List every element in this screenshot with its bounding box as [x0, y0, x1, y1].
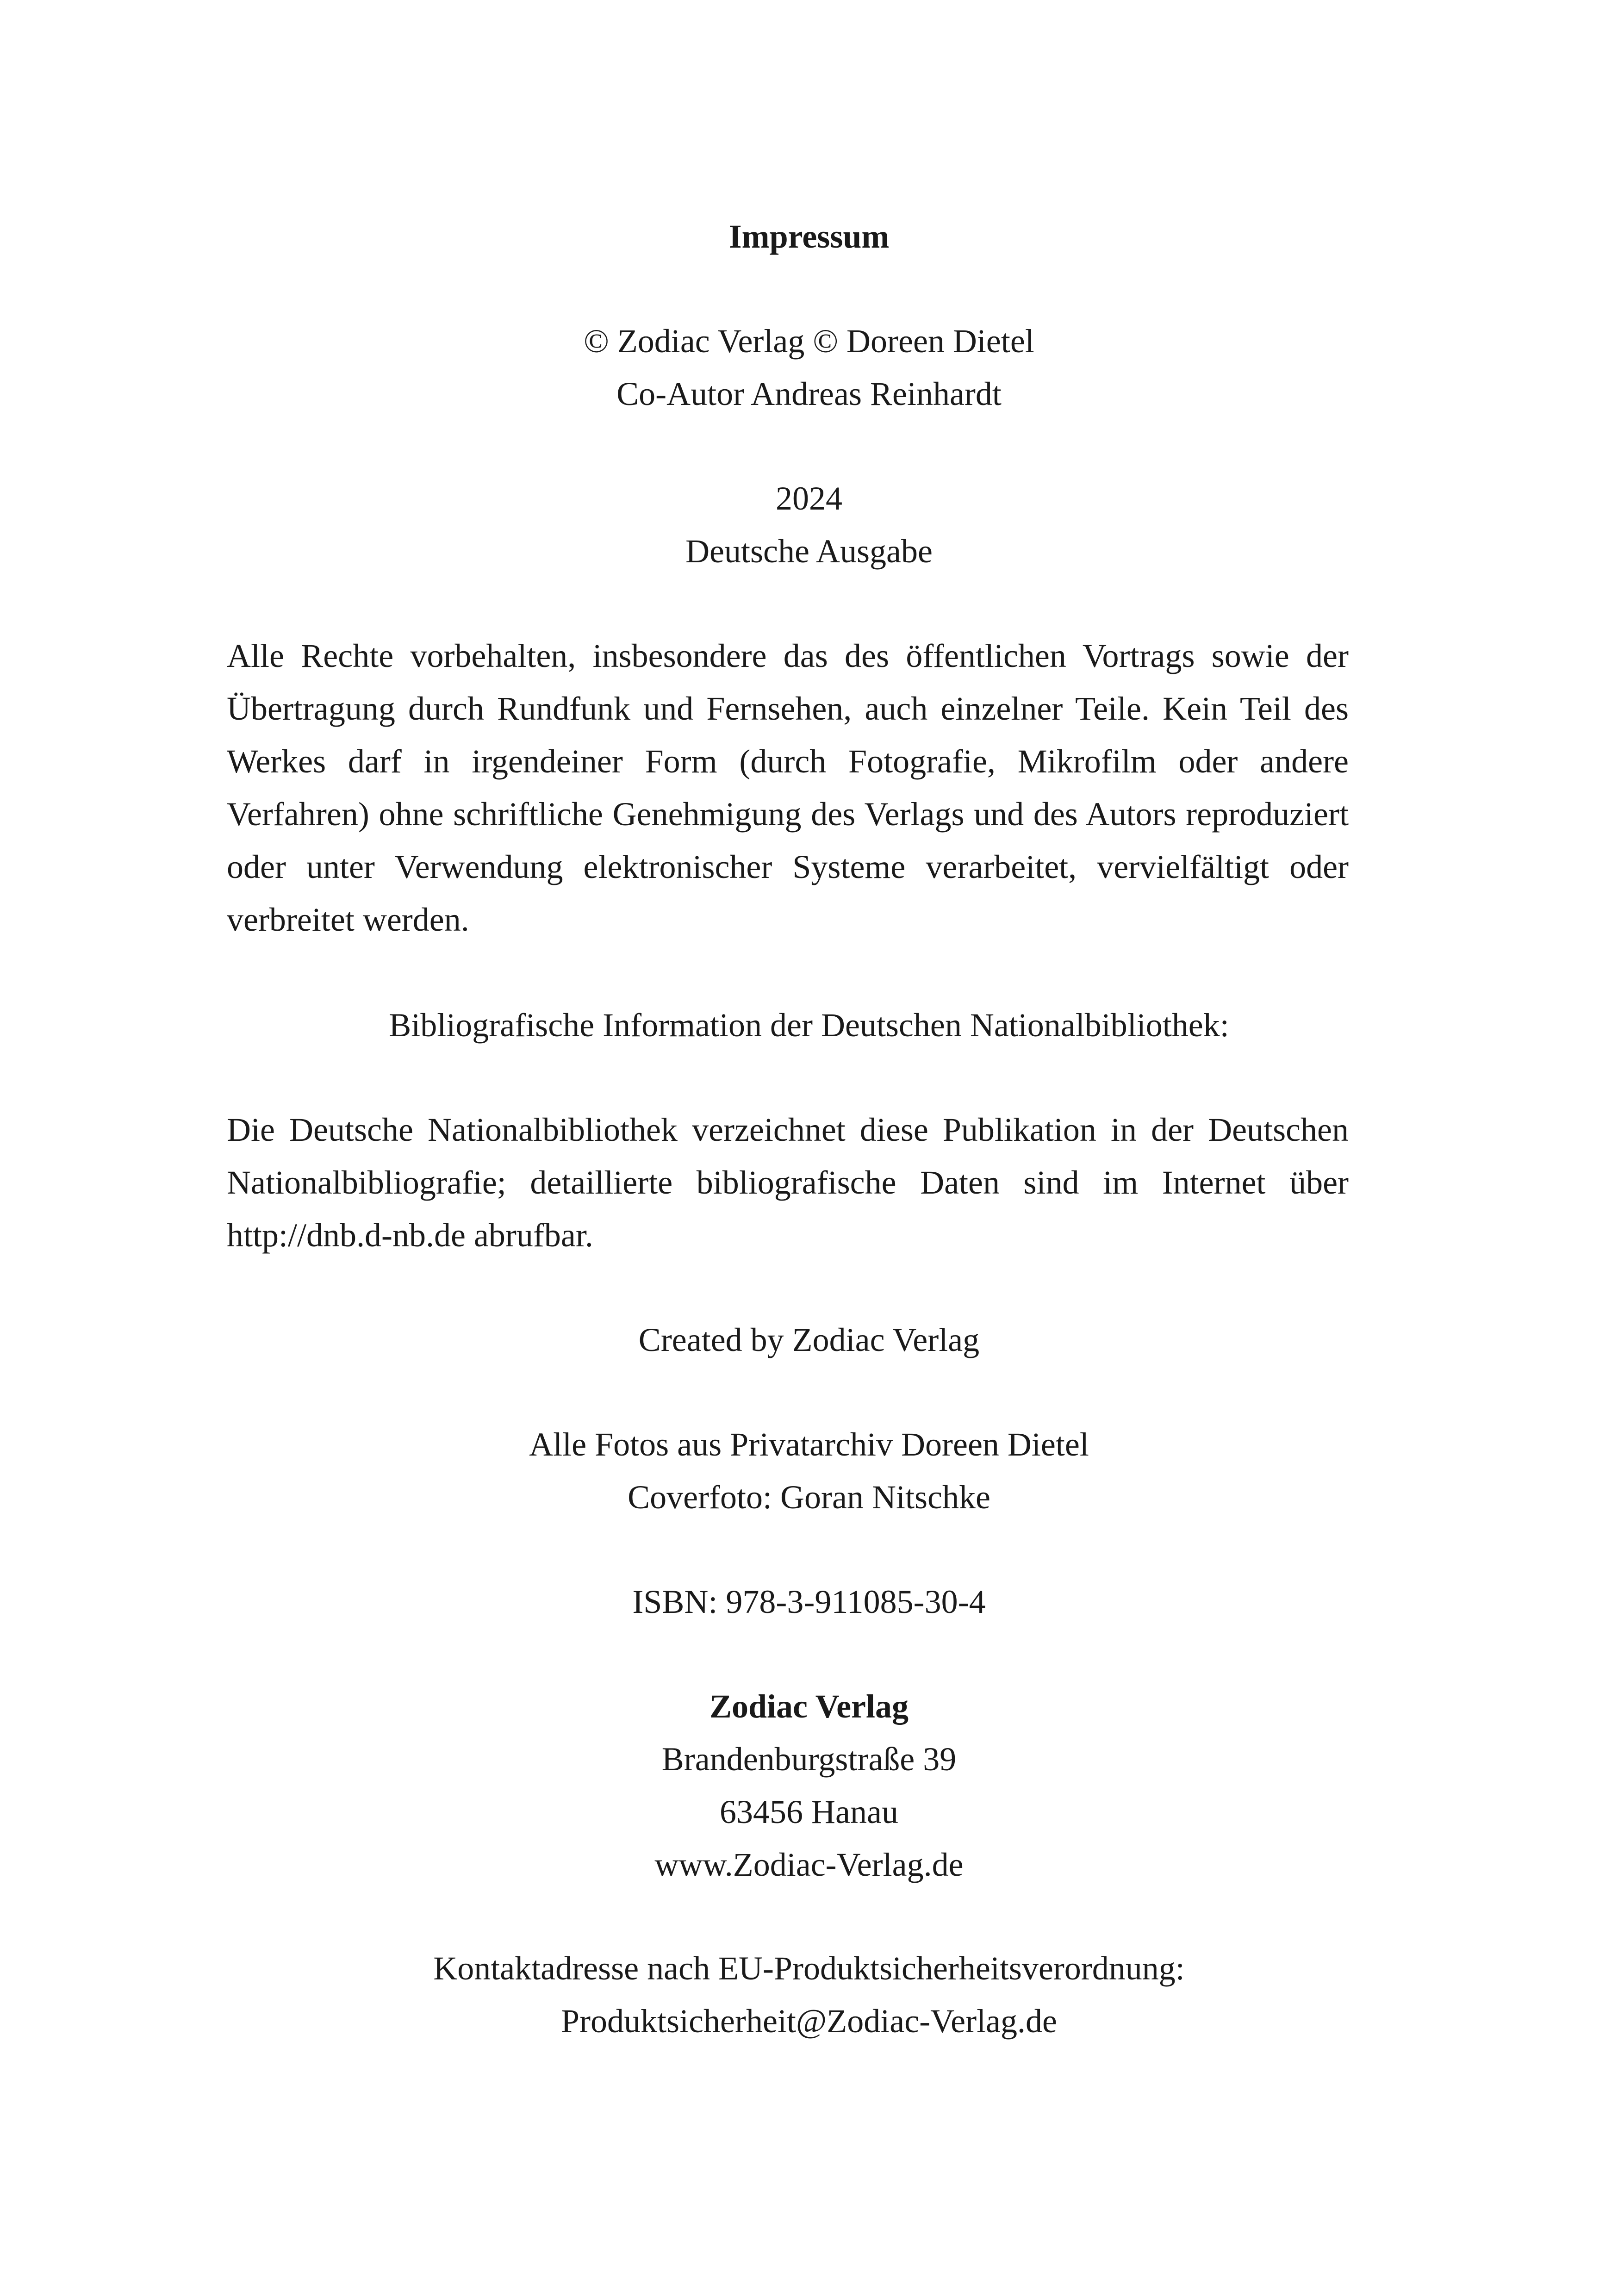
isbn-line: ISBN: 978-3-911085-30-4	[632, 1583, 986, 1620]
co-author-line: Co-Autor Andreas Reinhardt	[616, 375, 1002, 412]
bibliographic-heading: Bibliografische Information der Deutschen Nationalbibliothek:	[389, 1007, 1229, 1044]
contact-label: Kontaktadresse nach EU-Produktsicherheitsverordnung:	[433, 1950, 1185, 1987]
edition-label: Deutsche Ausgabe	[685, 533, 933, 570]
contact-block	[0, 1942, 1618, 2047]
cover-photo-line: Coverfoto: Goran Nitschke	[628, 1479, 990, 1516]
publisher-website: www.Zodiac-Verlag.de	[654, 1846, 964, 1883]
edition-year: 2024	[776, 480, 842, 517]
publisher-name: Zodiac Verlag	[709, 1688, 909, 1725]
bibliographic-paragraph: Die Deutsche Nationalbibliothek verzeichnet diese Publikation in der Deutschen Nationalbibliografie; detaillierte bibliografische Daten sind im Internet über http://dnb.d-nb.de abrufbar.	[227, 1111, 1349, 1254]
copyright-line: © Zodiac Verlag © Doreen Dietel	[584, 323, 1034, 360]
publisher-address	[0, 1680, 1618, 1891]
photos-line: Alle Fotos aus Privatarchiv Doreen Dietel	[529, 1426, 1089, 1463]
rights-paragraph: Alle Rechte vorbehalten, insbesondere das des öffentlichen Vortrags sowie der Übertragung durch Rundfunk und Fernsehen, auch einzelner Teile. Kein Teil des Werkes darf in irgendeiner Form (durch Fotografie, Mikrofilm oder andere Verfahren) ohne schriftliche Genehmigung des Verlags und des Autors reproduziert oder unter Verwendung elektronischer Systeme verarbeitet, vervielfältigt oder verbreitet werden.	[227, 637, 1349, 938]
edition-block	[0, 472, 1618, 578]
copyright-block	[0, 315, 1618, 420]
page-title: Impressum	[728, 218, 890, 255]
contact-email: Produktsicherheit@Zodiac-Verlag.de	[561, 2003, 1057, 2040]
photo-credits	[0, 1418, 1618, 1524]
publisher-city: 63456 Hanau	[720, 1793, 898, 1830]
created-by-line: Created by Zodiac Verlag	[638, 1321, 980, 1358]
publisher-street: Brandenburgstraße 39	[661, 1741, 957, 1778]
